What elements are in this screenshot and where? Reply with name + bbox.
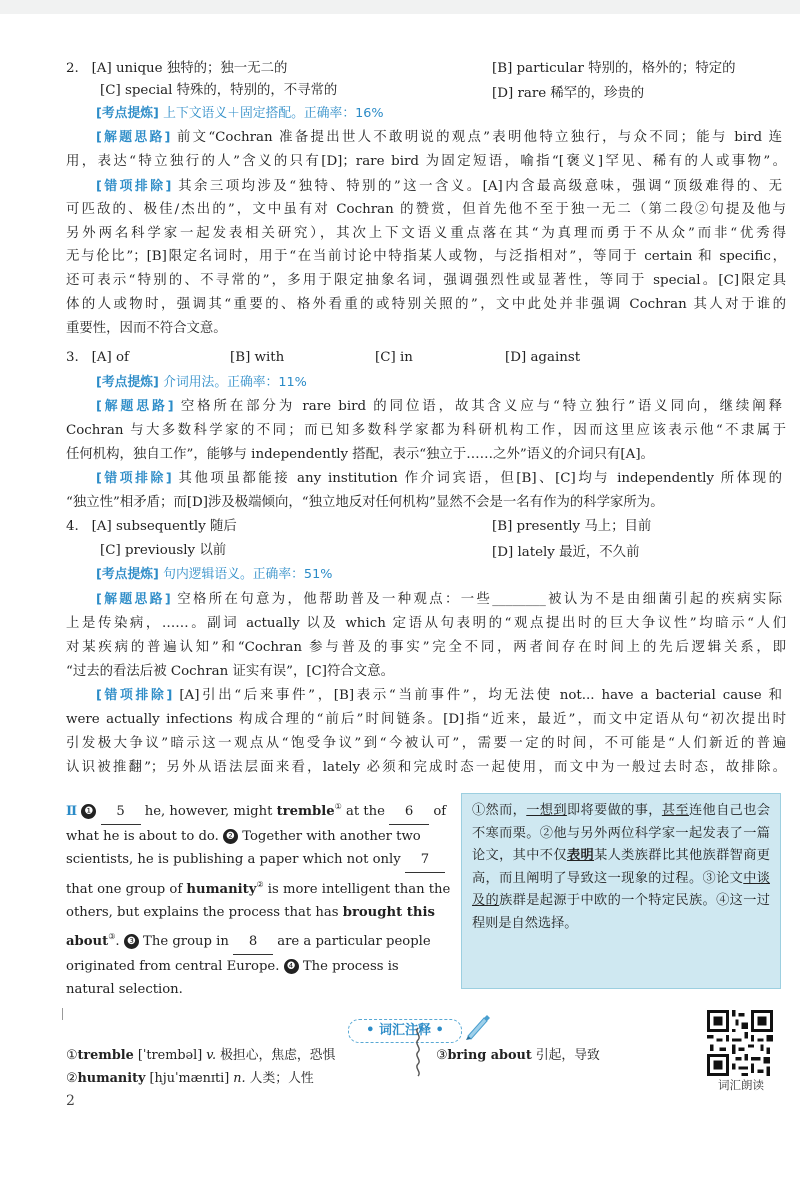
note-ref: ③ <box>108 931 116 941</box>
q2-idea <box>96 128 782 148</box>
vocab-meaning: 引起，导致 <box>535 1048 600 1063</box>
q4-idea-line: 空格所在句意为，他帮助普及一种观点：一些________被认为不是由细菌引起的疾病实际 <box>177 592 782 607</box>
margin-rule <box>62 1008 63 1020</box>
vocab-num: ③ <box>436 1048 448 1063</box>
vocab-item-humanity <box>66 1069 314 1089</box>
vocab-phonetic: [hjuˈmænɪti] <box>149 1071 230 1086</box>
note-ref: ② <box>256 879 264 889</box>
sentence-text: at the <box>341 804 390 819</box>
q3-option-d: [D] against <box>505 350 581 365</box>
keyword-brought-about: brought this about <box>66 905 435 949</box>
vocab-pos: n. <box>233 1071 246 1086</box>
q4-error <box>96 686 782 706</box>
vocab-word: humanity <box>77 1071 146 1086</box>
q3-idea <box>96 397 782 417</box>
q3-option-a-text: [A] of <box>91 350 129 365</box>
q3-idea-tag: [解题思路] <box>96 399 174 414</box>
q4-error-line: were actually infections 构成合理的“前后”时间链条。[D]指“近来，最近”，而文中定语从句“初次提出时 <box>66 712 786 727</box>
q2-point-tag: [考点提炼] <box>96 106 159 121</box>
q4-error-tag: [错项排除] <box>96 688 173 703</box>
q4-option-b: [B] presently 马上；目前 <box>492 519 652 534</box>
q2-option-a-text: [A] unique 独特的；独一无二的 <box>91 61 288 76</box>
q4-idea-line: 对某疾病的普遍认知”和“Cochran 参与普及的事实”完全不同，两者间存在时间上的先后逻辑关系，即 <box>66 640 786 655</box>
vocab-item-bring-about <box>436 1046 600 1066</box>
q4-idea <box>96 590 782 610</box>
translation-underline: 表明 <box>566 848 595 864</box>
sentence-text: is more intelligent than the others, but explains the process that has <box>66 881 451 921</box>
sentence-text: Together with another two scientists, he is publishing a paper which not only <box>66 828 421 868</box>
keyword-tremble: tremble <box>276 804 335 819</box>
q2-point-text: 上下文语义＋固定搭配。正确率：16% <box>163 106 384 121</box>
q3-option-c: [C] in <box>375 350 413 365</box>
sentence-number: ❹ <box>284 959 299 974</box>
q2-point <box>96 104 384 124</box>
q3-error-line: “独立性”相矛盾；而[D]涉及极端倾向，“独立地反对任何机构”显然不会是一名有作为的科学家所为。 <box>66 495 664 510</box>
q2-error-line: 重要性，因而不符合文意。 <box>66 321 227 336</box>
note-ref: ① <box>334 802 342 811</box>
q3-error <box>96 469 782 489</box>
q3-option-b: [B] with <box>230 350 285 365</box>
pen-icon <box>462 1012 492 1040</box>
q4-number: 4. <box>66 519 79 534</box>
translation-text: 族群是起源于中欧的一个特定民族。④这一过程则是自然选择。 <box>472 893 770 931</box>
q3-option-a <box>66 348 129 368</box>
sentence-text: of what he is about to do. <box>66 804 447 844</box>
vocab-word: tremble <box>77 1048 134 1063</box>
q4-error-line: 引发极大争议”暗示这一观点从“饱受争议”到“今被认可”，需要一定的时间，不可能是“人们新近的普遍 <box>66 736 786 751</box>
q2-error-line: 无与伦比”；[B]限定名词时，用于“在当前讨论中特指某人或物，与泛指相对”，等同于 certain 和 specific， <box>66 249 786 264</box>
translation-text: 连他自己也会不寒而栗。②他与另外两位科学家一起发表了一篇论文，其中不仅 <box>472 803 770 864</box>
q3-number: 3. <box>66 350 79 365</box>
sentence-text: The group in <box>143 933 234 949</box>
sentence-text: are a particular people originated from central Europe. <box>66 933 431 974</box>
q2-option-b: [B] particular 特别的，格外的；特定的 <box>492 61 736 76</box>
vocab-word: bring about <box>447 1048 532 1063</box>
q2-error-line: 体的人或物时，强调其“重要的、格外看重的或特别关照的”，文中此处并非强调 Cochran 其人对于谁的 <box>66 297 786 312</box>
section-roman-numeral: Ⅱ <box>66 804 78 819</box>
blank-8[interactable]: 8 <box>233 930 273 955</box>
q4-idea-tag: [解题思路] <box>96 592 171 607</box>
vocab-phonetic: [ˈtrembəl] <box>137 1048 203 1063</box>
q4-error-line: 认识被推翻”；另外从语法层面来看，lately 必须和完成时态一起使用，而文中为一般过去时态，故排除。 <box>66 760 786 775</box>
q2-error-line: 还可表示“特别的、不寻常的”，多用于限定抽象名词，强调强烈性或显著性，等同于 special。[C]限定具 <box>66 273 786 288</box>
translation-underline: 一想到 <box>526 803 567 818</box>
translation-text: ①然而， <box>472 803 527 818</box>
sentence-text: The process is natural selection. <box>66 958 399 998</box>
q3-idea-line: 空格所在部分为 rare bird 的同位语，故其含义应与“特立独行”语义同向，继续阐释 <box>180 399 782 414</box>
vocab-item-tremble <box>66 1046 335 1066</box>
q4-point-tag: [考点提炼] <box>96 567 159 582</box>
qr-code-icon[interactable] <box>707 1010 773 1076</box>
q2-option-d: [D] rare 稀罕的，珍贵的 <box>492 86 645 101</box>
q3-point <box>96 373 307 393</box>
q2-idea-line: 前文“Cochran 准备提出世人不敢明说的观点”表明他特立独行，与众不同；能与 bird 连 <box>176 130 782 145</box>
q4-idea-line: 上是传染病，……。副词 actually 以及 which 定语从句表明的“观点提出时的巨大争议性”均暗示“人们 <box>66 616 786 631</box>
translation-text: 某人类族群比其他族群智商更高，而且阐明了导致这一现象的过程。③论文 <box>472 848 770 886</box>
vocab-title: • 词汇注释 • <box>348 1019 462 1043</box>
sentence-number: ❸ <box>124 934 139 949</box>
q3-error-tag: [错项排除] <box>96 471 172 486</box>
q3-point-tag: [考点提炼] <box>96 375 159 390</box>
q3-idea-line: 任何机构，独自工作”，能够与 independently 搭配，表示“独立于……之外”语义的介词只有[A]。 <box>66 447 654 462</box>
passage-section-2 <box>66 795 451 1002</box>
q2-error <box>96 177 782 197</box>
q2-option-a <box>66 59 287 79</box>
q2-idea-line: 用，表达“特立独行的人”含义的只有[D]；rare bird 为固定短语，喻指“[褒义]罕见、稀有的人或事物”。 <box>66 154 786 169</box>
q4-point <box>96 565 332 585</box>
vocab-num: ① <box>66 1048 78 1063</box>
q4-option-a-text: [A] subsequently 随后 <box>91 519 237 534</box>
blank-6[interactable]: 6 <box>389 800 429 825</box>
sentence-text: . <box>115 933 120 949</box>
q2-idea-tag: [解题思路] <box>96 130 171 145</box>
q2-option-c: [C] special 特殊的，特别的，不寻常的 <box>100 83 338 98</box>
q4-idea-line: “过去的看法后被 Cochran 证实有误”，[C]符合文意。 <box>66 664 394 679</box>
page-number: 2 <box>66 1093 75 1109</box>
blank-5[interactable]: 5 <box>101 800 141 825</box>
q3-point-text: 介词用法。正确率：11% <box>163 375 307 390</box>
keyword-humanity: humanity <box>186 881 257 897</box>
translation-underline: 中谈及的 <box>472 870 770 909</box>
vocab-pos: v. <box>206 1048 217 1063</box>
q3-idea-line: Cochran 与大多数科学家的不同；而已知多数科学家都为科研机构工作，因而这里应该表示他“不隶属于 <box>66 423 786 438</box>
q4-point-text: 句内逻辑语义。正确率：51% <box>163 567 333 582</box>
translation-text: 即将要做的事， <box>566 803 662 818</box>
vocab-meaning: 人类；人性 <box>249 1071 314 1086</box>
q4-option-a <box>66 517 237 537</box>
q2-error-line: 其余三项均涉及“独特、特别的”这一含义。[A]内含最高级意味，强调“顶级难得的、无 <box>178 179 783 194</box>
sentence-number: ❶ <box>81 804 96 819</box>
sentence-number: ❷ <box>223 829 238 844</box>
divider-chain-icon <box>412 1026 424 1078</box>
vocab-num: ② <box>66 1071 78 1086</box>
vocab-meaning: 极担心，焦虑，恐惧 <box>220 1048 336 1063</box>
q2-error-tag: [错项排除] <box>96 179 172 194</box>
blank-7[interactable]: 7 <box>405 848 445 873</box>
qr-label: 词汇朗读 <box>718 1078 764 1092</box>
q2-error-line: 可匹敌的、极佳/杰出的”，文中虽有对 Cochran 的赞赏，但首先他不至于独一无二（第二段②句提及他与 <box>66 202 786 217</box>
top-band <box>0 0 800 14</box>
sentence-text: he, however, might <box>144 804 277 819</box>
translation-underline: 甚至 <box>661 803 689 818</box>
q4-option-c: [C] previously 以前 <box>100 543 227 558</box>
q2-number: 2. <box>66 61 79 76</box>
sentence-text: that one group of <box>66 881 187 897</box>
q4-option-d: [D] lately 最近，不久前 <box>492 545 640 560</box>
q3-error-line: 其他项虽都能接 any institution 作介词宾语，但[B]、[C]均与 independently 所体现的 <box>178 471 783 486</box>
translation-box <box>461 793 781 989</box>
q4-error-line: [A]引出“后来事件”，[B]表示“当前事件”，均无法使 not... have a bacterial cause 和 <box>179 688 782 703</box>
q2-error-line: 另外两名科学家一起发表相关研究），其次上下文语义重点落在其“为真理而勇于不从众”而非“优秀得 <box>66 226 786 241</box>
